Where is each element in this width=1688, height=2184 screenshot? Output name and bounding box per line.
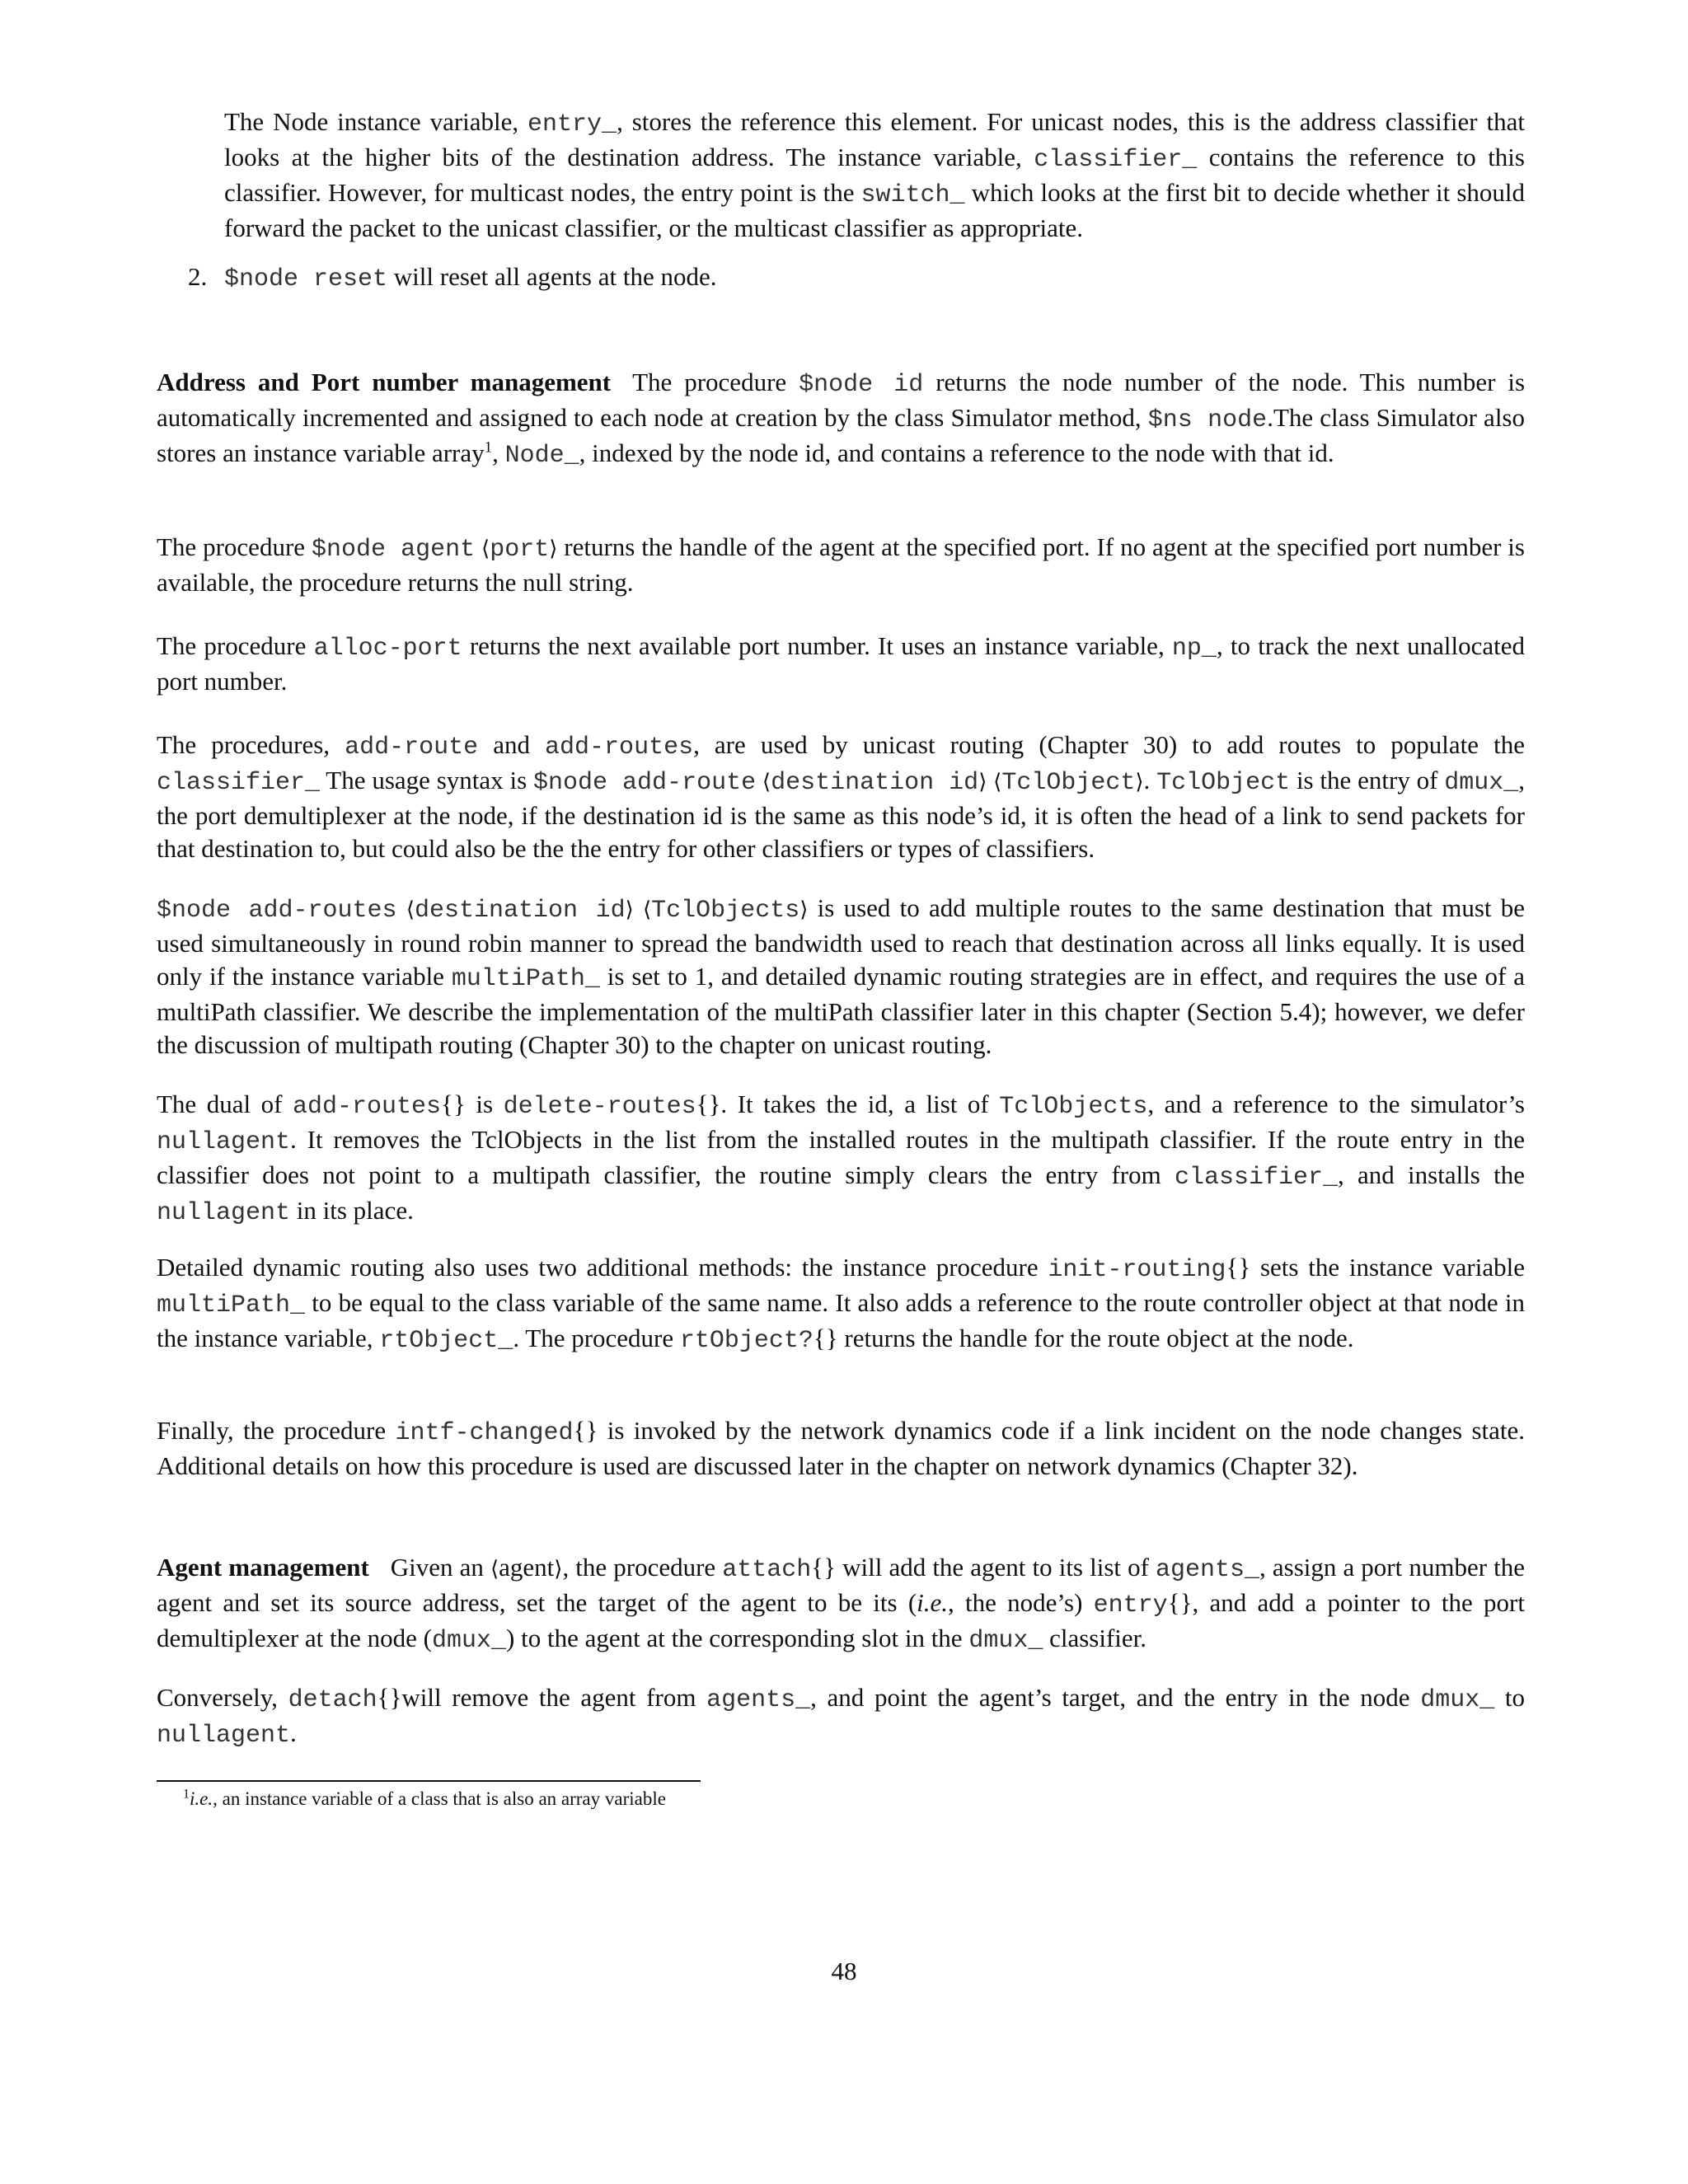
list-item-node-reset: $node reset will reset all agents at the node. [224,262,717,293]
footnote-marker: 1 [484,438,493,457]
heading-address-port: Address and Port number management [157,368,612,396]
code-node-reset: $node reset [224,265,388,293]
paragraph-node-agent: The procedure $node agent ⟨port⟩ returns the handle of the agent at the specified port. If no agent at the specified port number is available, the procedure returns the null string. [157,532,1525,597]
list-number: 2. [188,262,208,291]
page-number: 48 [831,1957,857,1985]
paragraph-detach: Conversely, detach{}will remove the agent from agents_, and point the agent’s target, and the entry in the node dmux_ to nullagent. [157,1683,1525,1750]
footnote-rule [157,1780,701,1782]
paragraph-alloc-port: The procedure alloc-port returns the next available port number. It uses an instance variable, np_, to track the next unallocated port number. [157,631,1526,696]
paragraph-intf-changed: Finally, the procedure intf-changed{} is invoked by the network dynamics code if a link incident on the node changes state. Additional details on how this procedure is used are discussed later in the chapter on network dynamics (Chapter 32). [157,1416,1526,1480]
code-entry: entry_ [528,110,617,138]
paragraph-address-port: Address and Port number management The procedure $node id returns the node number of the node. This number is automatically incremented and assigned to each node at creation by the class Simulator method, $ns node.The class Simulator also stores an instance variable array$^1$, Node_, indexed by the node id, and contains a reference to the node with that id. [157,368,1526,470]
paragraph-agent-management: Agent management Given an ⟨agent⟩, the procedure attach{} will add the agent to its list of agents_, assign a port number the agent and set its source address, set the target of the agent to be its (i.e., the node’s) entry{}, and add a pointer to the port demultiplexer at the node (dmux_) to the agent at the corresponding slot in the dmux_ classifier. [157,1553,1525,1655]
paragraph-node-entry: The Node instance variable, entry_, stores the reference this element. For unicast nodes, this is the address classifier that looks at the higher bits of the destination address. The instance variable, classifier_ contains the reference to this classifier. However, for multicast nodes, the entry point is the switch_ which looks at the first bit to decide whether it should forward the packet to the unicast classifier, or the multicast classifier as appropriate. [224,107,1525,242]
code-switch: switch_ [860,181,965,209]
heading-agent-management: Agent management [157,1553,369,1582]
footnote: $^1$i.e., an instance variable of a class that is also an array variable [183,1787,666,1809]
paragraph-add-routes: $node add-routes ⟨destination id⟩ ⟨TclObjects⟩ is used to add multiple routes to the same destination that must be used simultaneously in round robin manner to spread the bandwidth used to reach that destination across all links equally. It is used only if the instance variable multiPath_ is set to 1, and detailed dynamic routing strategies are in effect, and requires the use of a multiPath classifier. We describe the implementation of the multiPath classifier later in this chapter (Section 5.4); however, we defer the discussion of multipath routing (Chapter 30) to the chapter on unicast routing. [157,893,1526,1059]
paragraph-delete-routes: The dual of add-routes{} is delete-routes{}. It takes the id, a list of TclObjects, and a reference to the simulator’s nullagent. It removes the TclObjects in the list from the installed routes in the multipath classifier. If the route entry in the classifier does not point to a multipath classifier, the routine simply clears the entry from classifier_, and installs the nullagent in its place. [157,1090,1525,1227]
code-classifier: classifier_ [1034,146,1198,174]
paragraph-dynamic-routing: Detailed dynamic routing also uses two additional methods: the instance procedure init-routing{} sets the instance variable multiPath_ to be equal to the class variable of the same name. It also adds a reference to the route controller object at that node in the instance variable, rtObject_. The procedure rtObject?{} returns the handle for the route object at the node. [157,1253,1525,1355]
paragraph-add-route: The procedures, add-route and add-routes, are used by unicast routing (Chapter 30) to add routes to populate the classifier_ The usage syntax is $node add-route ⟨destination id⟩ ⟨TclObject⟩. TclObject is the entry of dmux_, the port demultiplexer at the node, if the destination id is the same as this node’s id, it is often the head of a link to send packets for that destination to, but could also be the the entry for other classifiers or types of classifiers. [157,730,1526,863]
